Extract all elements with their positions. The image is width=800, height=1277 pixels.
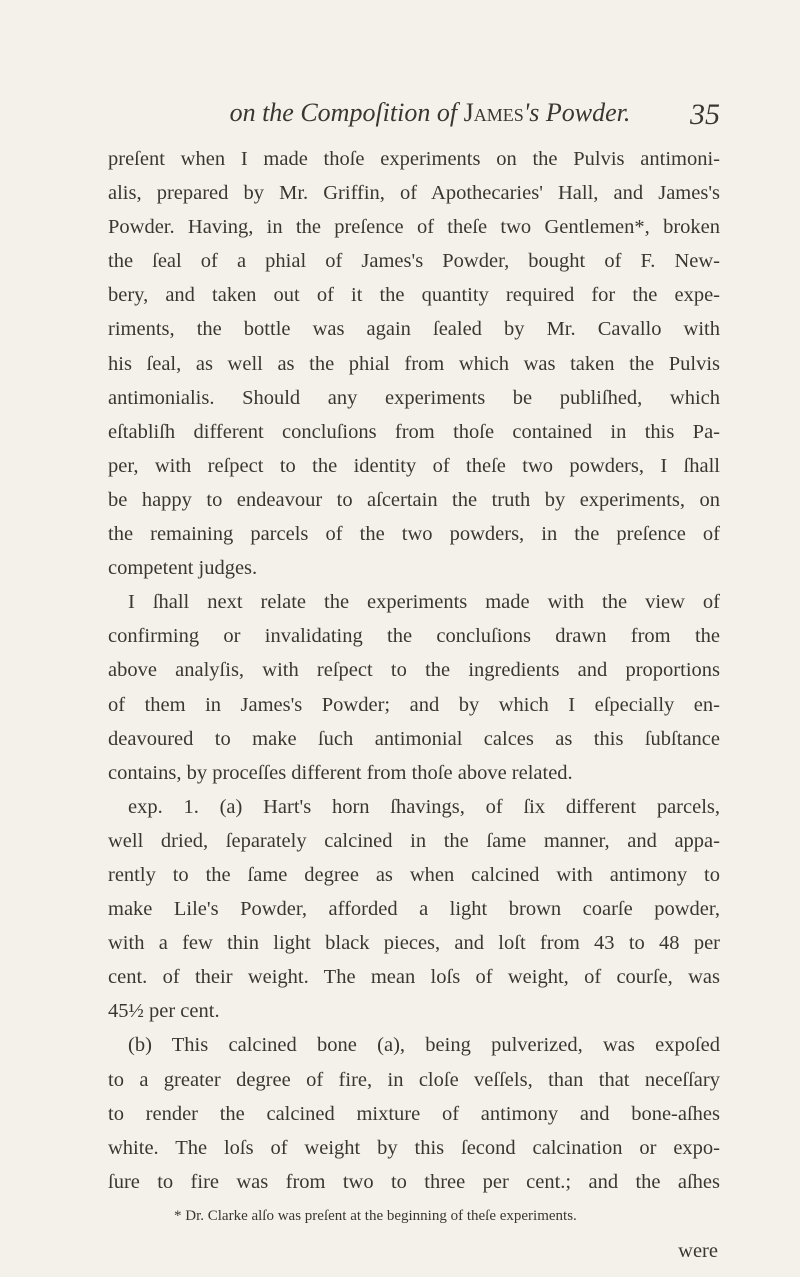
text-line: exp. 1. (a) Hart's horn ſhavings, of ſix different parcels, <box>128 795 720 818</box>
text-line: cent. of their weight. The mean loſs of weight, of courſe, was <box>108 966 720 989</box>
text-line: his ſeal, as well as the phial from which was taken the Pulvis <box>108 352 720 375</box>
text-line: per, with reſpect to the identity of theſe two powders, I ſhall <box>108 454 720 477</box>
text-line: I ſhall next relate the experiments made with the view of <box>128 591 720 614</box>
text-line: to a greater degree of fire, in cloſe veſſels, than that neceſſary <box>108 1068 720 1091</box>
text-line: above analyſis, with reſpect to the ingredients and proportions <box>108 659 720 682</box>
text-line: with a few thin light black pieces, and loſt from 43 to 48 per <box>108 932 720 955</box>
text-line: deavoured to make ſuch antimonial calces as this ſubſtance <box>108 727 720 750</box>
text-line: alis, prepared by Mr. Griffin, of Apothecaries' Hall, and James's <box>108 182 720 205</box>
running-head-title-part1: on the Compoſition of <box>229 98 464 127</box>
text-line: well dried, ſeparately calcined in the ſame manner, and appa- <box>108 829 720 852</box>
footnote: * Dr. Clarke alſo was preſent at the beginning of theſe experiments. <box>174 1208 577 1224</box>
text-line: eſtabliſh different concluſions from thoſe contained in this Pa- <box>108 420 720 443</box>
text-line: competent judges. <box>108 557 258 580</box>
catchword: were <box>678 1240 718 1262</box>
text-line: the remaining parcels of the two powders, in the preſence of <box>108 523 720 546</box>
text-line: confirming or invalidating the concluſions drawn from the <box>108 625 720 648</box>
running-head-title <box>170 98 690 128</box>
text-line: be happy to endeavour to aſcertain the truth by experiments, on <box>108 488 720 511</box>
body-text <box>108 142 720 1199</box>
running-head-title-part2: 's Powder. <box>523 98 631 127</box>
text-line: of them in James's Powder; and by which I eſpecially en- <box>108 693 720 716</box>
text-line: (b) This calcined bone (a), being pulverized, was expoſed <box>128 1034 720 1057</box>
text-line: contains, by proceſſes different from thoſe above related. <box>108 761 573 784</box>
text-line: white. The loſs of weight by this ſecond calcination or expo- <box>108 1136 720 1159</box>
text-line: antimonialis. Should any experiments be publiſhed, which <box>108 386 720 409</box>
text-line: the ſeal of a phial of James's Powder, bought of F. New- <box>108 250 720 273</box>
running-head <box>140 98 720 138</box>
page-number: 35 <box>690 98 720 131</box>
text-line: riments, the bottle was again ſealed by Mr. Cavallo with <box>108 318 720 341</box>
text-line: bery, and taken out of it the quantity required for the expe- <box>108 284 720 307</box>
running-head-title-name: James <box>463 98 524 127</box>
text-line: Powder. Having, in the preſence of theſe two Gentlemen*, broken <box>108 216 720 239</box>
text-line: rently to the ſame degree as when calcined with antimony to <box>108 863 720 886</box>
text-line: ſure to fire was from two to three per cent.; and the aſhes <box>108 1170 720 1193</box>
text-line: 45½ per cent. <box>108 1000 220 1023</box>
text-line: to render the calcined mixture of antimony and bone-aſhes <box>108 1102 720 1125</box>
text-line: preſent when I made thoſe experiments on the Pulvis antimoni- <box>108 148 720 170</box>
text-line: make Lile's Powder, afforded a light brown coarſe powder, <box>108 898 720 921</box>
